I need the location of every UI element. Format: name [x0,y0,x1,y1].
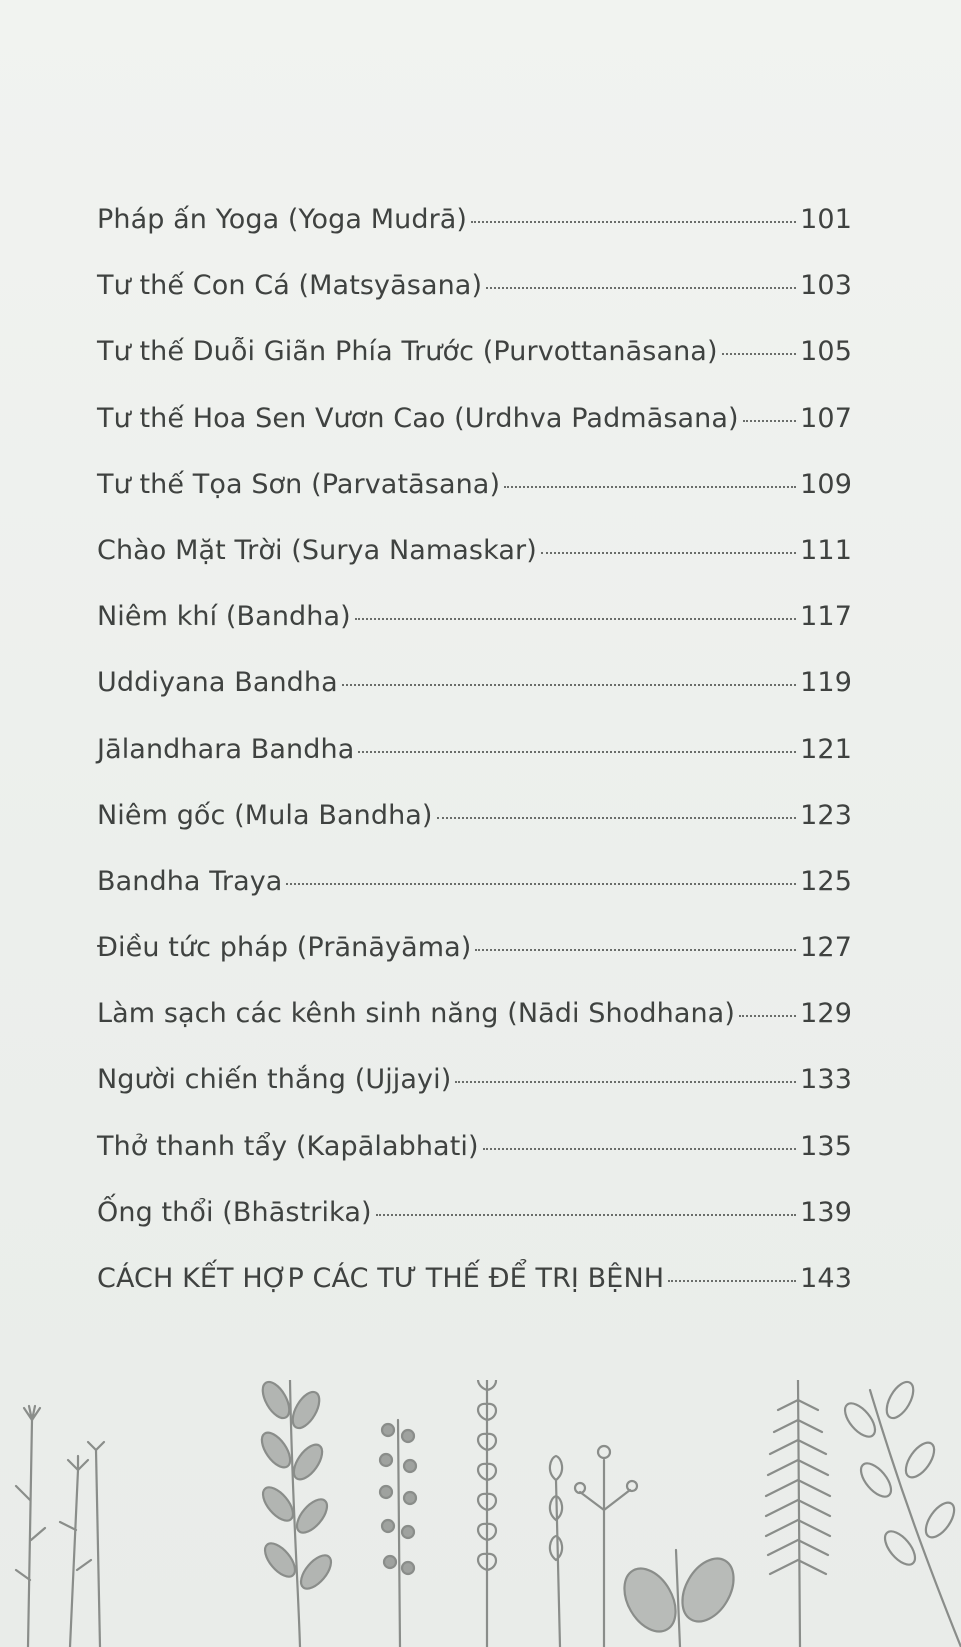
toc-leader-dots [541,552,796,554]
toc-entry[interactable] [97,1064,852,1130]
toc-entry[interactable] [97,204,852,270]
toc-entry-title: Bandha Traya [97,865,283,897]
toc-entry-page: 125 [800,865,852,897]
toc-entry[interactable] [97,336,852,402]
toc-leader-dots [483,1148,797,1150]
toc-entry-page: 139 [800,1196,852,1228]
toc-entry-title: Pháp ấn Yoga (Yoga Mudrā) [97,204,468,235]
toc-entry-title: Tư thế Duỗi Giãn Phía Trước (Purvottanāsana) [97,336,718,368]
toc-entry-page: 103 [800,270,852,302]
toc-entry-page: 123 [800,799,852,831]
toc-entry-page: 135 [800,1130,852,1162]
toc-entry[interactable] [97,1197,852,1263]
toc-entry[interactable] [97,1263,852,1329]
toc-entry[interactable] [97,535,852,601]
bud-stems [550,1446,637,1647]
fern-frond [766,1380,830,1647]
large-leaves [614,1550,744,1647]
toc-leader-dots [355,618,796,620]
toc-entry-page: 105 [800,336,852,368]
toc-leader-dots [376,1214,797,1216]
toc-entry[interactable] [97,403,852,469]
toc-entry-title: Tư thế Tọa Sơn (Parvatāsana) [97,468,501,500]
toc-leader-dots [504,486,796,488]
toc-leader-dots [358,751,796,753]
toc-entry-title: Niêm khí (Bandha) [97,601,351,633]
leafy-sprig [256,1380,336,1647]
toc-entry-title: Thở thanh tẩy (Kapālabhati) [97,1130,479,1162]
toc-entry-page: 109 [800,468,852,500]
toc-entry[interactable] [97,932,852,998]
toc-entry[interactable] [97,734,852,800]
toc-leader-dots [722,353,797,355]
toc-entry-title: Ống thổi (Bhāstrika) [97,1196,372,1228]
toc-entry-page: 133 [800,1064,852,1096]
outline-leaf-branch [839,1380,961,1647]
toc-entry[interactable] [97,469,852,535]
toc-leader-dots [342,684,796,686]
toc-leader-dots [668,1280,796,1282]
toc-entry-page: 143 [800,1263,852,1294]
toc-entry-title: Uddiyana Bandha [97,667,338,699]
toc-leader-dots [743,420,797,422]
toc-entry-title: Niêm gốc (Mula Bandha) [97,799,433,831]
toc-leader-dots [286,883,796,885]
berry-sprig [380,1420,416,1647]
toc-entry-title: Tư thế Con Cá (Matsyāsana) [97,270,483,302]
toc-entry-page: 129 [800,998,852,1030]
toc-entry[interactable] [97,1131,852,1197]
toc-entry-page: 119 [800,667,852,699]
toc-entry-page: 107 [800,402,852,434]
toc-entry-page: 121 [800,733,852,765]
toc-entry-page: 101 [800,204,852,235]
toc-entry-page: 111 [800,534,852,566]
toc-entry[interactable] [97,800,852,866]
toc-entry[interactable] [97,866,852,932]
toc-entry-page: 127 [800,932,852,964]
flower-stalk-left [16,1406,104,1647]
toc-entry-page: 117 [800,601,852,633]
toc-entry-title: CÁCH KẾT HỢP CÁC TƯ THẾ ĐỂ TRỊ BỆNH [97,1263,665,1294]
table-of-contents [97,204,852,1329]
toc-entry-title: Tư thế Hoa Sen Vươn Cao (Urdhva Padmāsana) [97,402,739,434]
toc-entry-title: Điều tức pháp (Prānāyāma) [97,932,472,964]
toc-leader-dots [475,949,796,951]
toc-entry[interactable] [97,998,852,1064]
toc-entry-title: Jālandhara Bandha [97,733,355,765]
toc-entry[interactable] [97,667,852,733]
toc-entry-title: Làm sạch các kênh sinh năng (Nādi Shodhana) [97,998,735,1030]
toc-leader-dots [455,1081,796,1083]
curly-stem [478,1380,496,1647]
toc-leader-dots [739,1015,796,1017]
toc-entry[interactable] [97,601,852,667]
toc-leader-dots [437,817,797,819]
toc-entry[interactable] [97,270,852,336]
toc-leader-dots [471,221,796,223]
toc-entry-title: Chào Mặt Trời (Surya Namaskar) [97,534,537,566]
botanical-illustration [0,1380,961,1647]
toc-entry-title: Người chiến thắng (Ujjayi) [97,1064,452,1096]
toc-leader-dots [486,287,796,289]
